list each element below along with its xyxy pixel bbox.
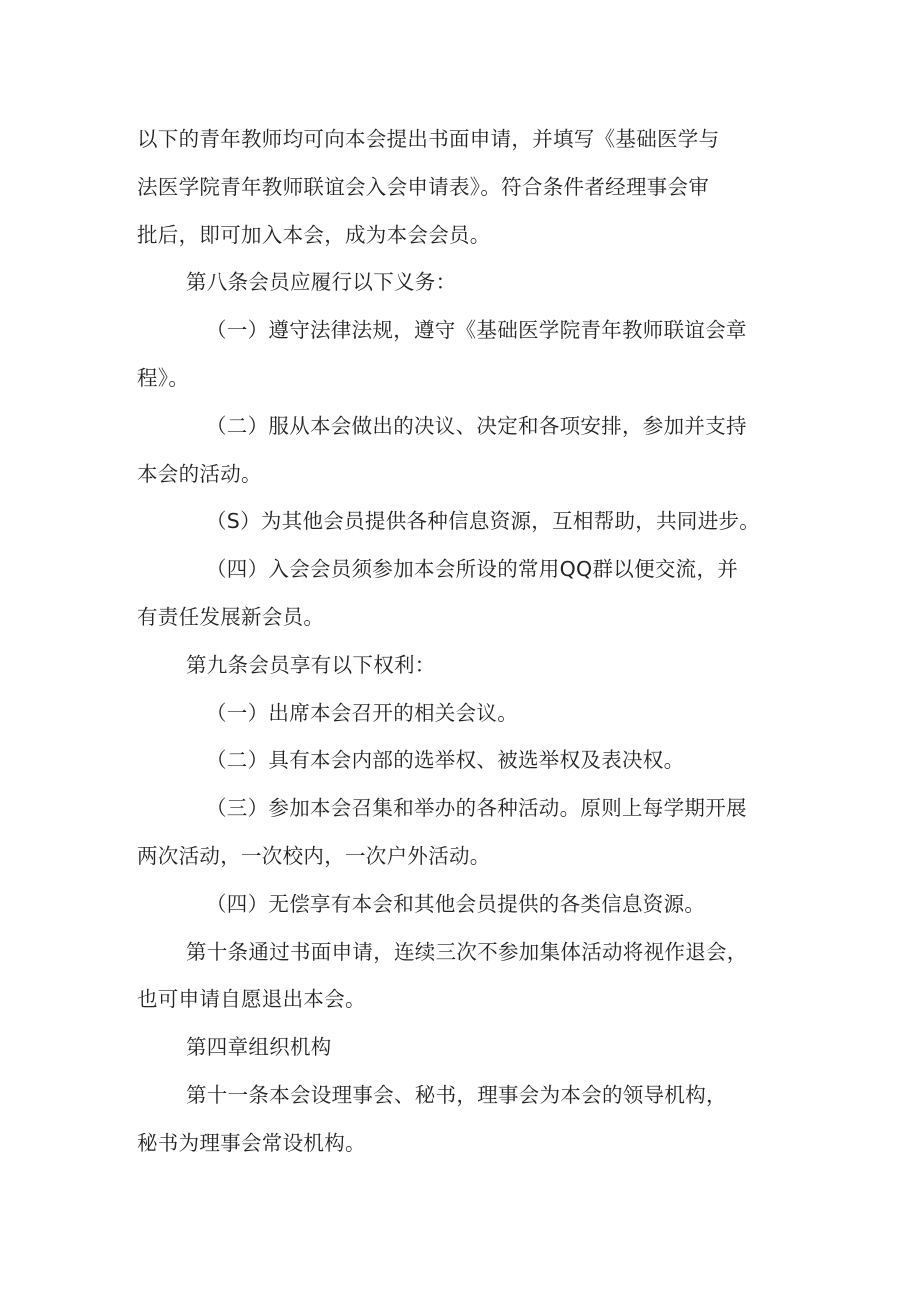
article-heading-8: 第八条会员应履行以下义务： xyxy=(186,270,457,295)
document-body xyxy=(137,116,797,1168)
paragraph-line: 也可申请自愿退出本会。 xyxy=(137,987,366,1012)
list-item-line: （三）参加本会召集和举办的各种活动。原则上每学期开展 xyxy=(206,796,747,821)
list-item-line: （二）具有本会内部的选举权、被选举权及表决权。 xyxy=(206,748,685,773)
list-item-line: （四）无偿享有本会和其他会员提供的各类信息资源。 xyxy=(206,891,706,916)
list-item-line: （一）出席本会召开的相关会议。 xyxy=(206,700,518,725)
list-item-line: 程》。 xyxy=(137,365,190,390)
list-item-line: （一）遵守法律法规，遵守《基础医学院青年教师联谊会章 xyxy=(206,318,747,343)
article-heading-11: 第十一条本会设理事会、秘书，理事会为本会的领导机构， xyxy=(186,1082,727,1107)
list-item-line: （四）入会会员须参加本会所设的常用QQ群以便交流，并 xyxy=(206,557,739,582)
list-item-line: （S）为其他会员提供各种信息资源，互相帮助，共同进步。 xyxy=(206,509,761,534)
paragraph-line: 秘书为理事会常设机构。 xyxy=(137,1130,366,1155)
list-item-line: 有责任发展新会员。 xyxy=(137,604,325,629)
article-heading-10: 第十条通过书面申请，连续三次不参加集体活动将视作退会， xyxy=(186,939,748,964)
list-item-line: 本会的活动。 xyxy=(137,461,262,486)
paragraph-line: 法医学院青年教师联谊会入会申请表》。符合条件者经理事会审 xyxy=(137,174,710,199)
paragraph-line: 以下的青年教师均可向本会提出书面申请，并填写《基础医学与 xyxy=(137,127,720,151)
list-item-line: （二）服从本会做出的决议、决定和各项安排，参加并支持 xyxy=(206,413,747,438)
chapter-heading: 第四章组织机构 xyxy=(186,1035,332,1060)
list-item-line: 两次活动，一次校内，一次户外活动。 xyxy=(137,843,491,868)
paragraph-line: 批后，即可加入本会，成为本会会员。 xyxy=(137,222,491,247)
article-heading-9: 第九条会员享有以下权利： xyxy=(186,652,436,677)
